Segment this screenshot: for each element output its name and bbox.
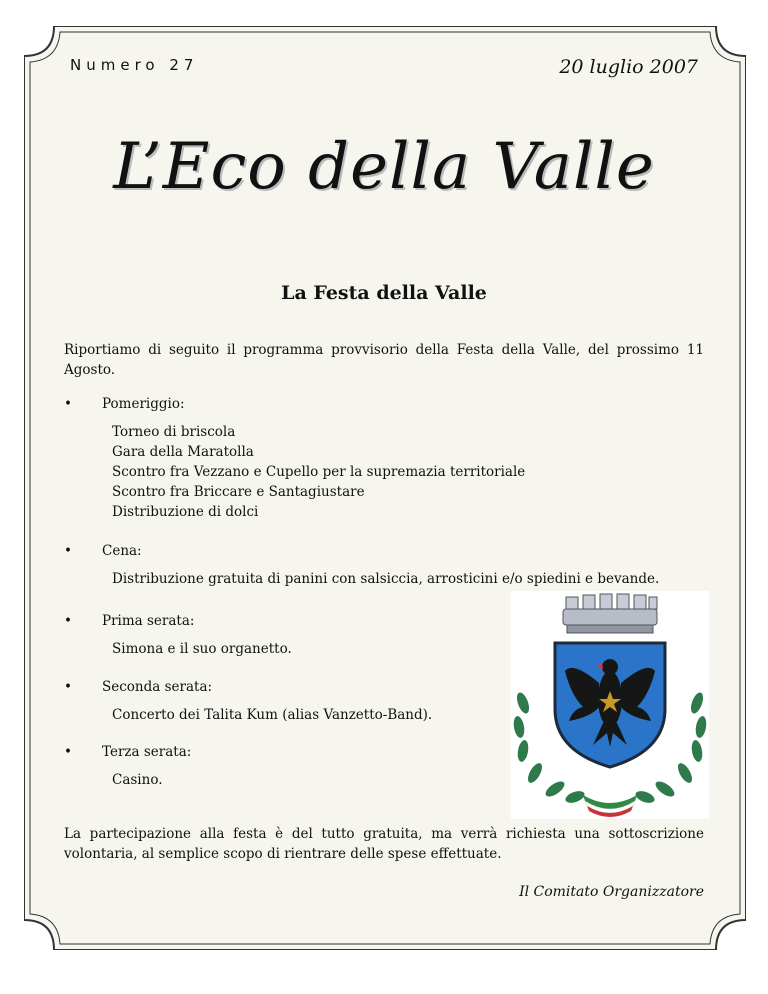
list-item: Distribuzione gratuita di panini con salsiccia, arrosticini e/o spiedini e bevande. [112,571,660,587]
list-item: Gara della Maratolla [112,444,254,460]
section-label: Terza serata: [102,744,192,760]
section-label: Cena: [102,543,142,559]
bullet-icon: • [64,543,72,559]
coat-of-arms-image [511,591,709,819]
signature: Il Comitato Organizzatore [519,884,704,900]
issue-number: Numero 27 [70,56,199,74]
crown-icon [563,594,657,633]
list-item: Torneo di briscola [112,424,236,440]
bullet-icon: • [64,613,72,629]
section-label: Seconda serata: [102,679,213,695]
section-label: Prima serata: [102,613,195,629]
section-items [112,705,432,725]
masthead-title: L’Eco della Valle [113,130,655,204]
section-items [112,422,525,522]
list-item: Scontro fra Briccare e Santagiustare [112,484,365,500]
section-label: Pomeriggio: [102,396,185,412]
list-item: Casino. [112,772,163,788]
bullet-icon: • [64,396,72,412]
list-item: Scontro fra Vezzano e Cupello per la supremazia territoriale [112,464,526,480]
bullet-icon: • [64,744,72,760]
list-item: Concerto dei Talita Kum (alias Vanzetto-Band). [112,707,433,723]
section-items [112,569,659,589]
article-title: La Festa della Valle [281,282,487,304]
section-items [112,639,292,659]
article-outro: La partecipazione alla festa è del tutto gratuita, ma verrà richiesta una sottoscrizione volontaria, al semplice scopo di rientrare delle spese effettuate. [64,826,704,862]
article-intro: Riportiamo di seguito il programma provvisorio della Festa della Valle, del prossimo 11 Agosto. [64,342,704,378]
list-item: Simona e il suo organetto. [112,641,292,657]
issue-date: 20 luglio 2007 [559,56,698,78]
bullet-icon: • [64,679,72,695]
list-item: Distribuzione di dolci [112,504,259,520]
section-items [112,770,163,790]
